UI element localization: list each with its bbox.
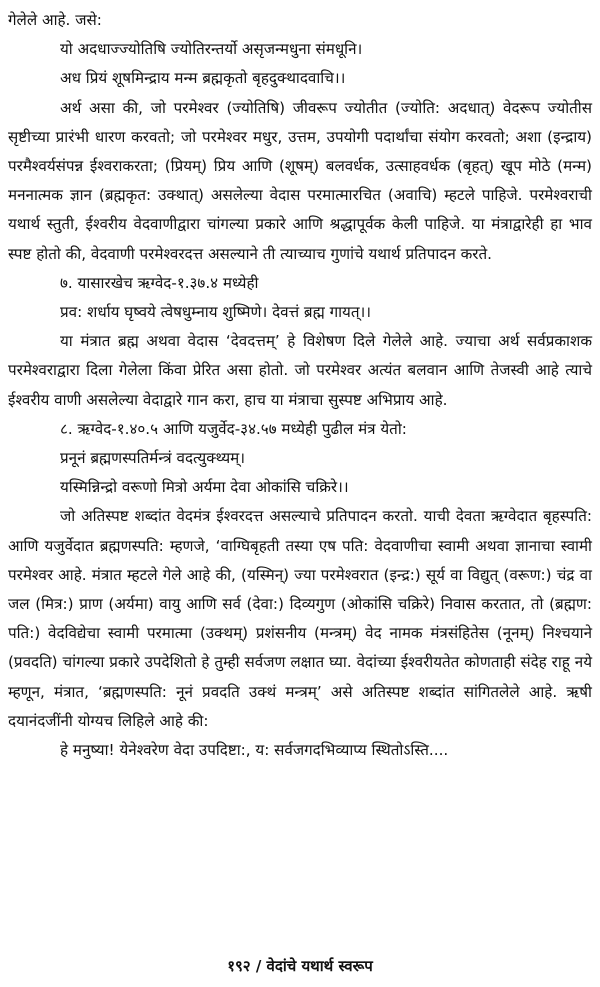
verse-line: हे मनुष्या! येनेश्वरेण वेदा उपदिष्टा:, य: सर्वजगदभिव्याप्य स्थितोऽस्ति.... <box>60 741 449 760</box>
paragraph: या मंत्रात ब्रह्म अथवा वेदास ‘देवदत्तम्’ हे विशेषण दिले गेलेले आहे. ज्याचा अर्थ सर्वप्रकाशक परमेश्वराद्वारा दिला गेलेला किंवा प्रेरित असा होतो. जो परमेश्वर अत्यंत बलवान आणि तेजस्वी आहे त्याचे ईश्वरीय वाणी असलेल्या वेदाद्वारे गान करा, हाच या मंत्राचा सुस्पष्ट अभिप्राय आहे. <box>8 332 592 409</box>
verse-line: यो अदधाज्ज्योतिषि ज्योतिरन्तर्यो असृजन्मधुना संमधूनि। <box>60 40 363 59</box>
verse-line: यस्मिन्निन्द्रो वरूणो मित्रो अर्यमा देवा ओकांसि चक्रिरे।। <box>60 478 349 497</box>
paragraph: अर्थ असा की, जो परमेश्वर (ज्योतिषि) जीवरूप ज्योतीत (ज्योति: अदधात्) वेदरूप ज्योतीस सृष्टीच्या प्रारंभी धारण करवतो; जो परमेश्वर मधुर, उत्तम, उपयोगी पदार्थांचा संयोग करवतो; अशा (इन्द्राय) परमैश्वर्यसंपन्न ईश्वराकरता; (प्रियम्) प्रिय आणि (शूषम्) बलवर्धक, उत्साहवर्धक (बृहत्) खूप मोठे (मन्म) मननात्मक ज्ञान (ब्रह्मकृत: उक्थात्) असलेल्या वेदास परमात्मारचित (अवाचि) म्हटले पाहिजे. परमेश्वराची यथार्थ स्तुती, ईश्वरीय वेदवाणीद्वारा चांगल्या प्रकारे आणि श्रद्धापूर्वक केली पाहिजे. या मंत्राद्वारेही हा भाव स्पष्ट होतो की, वेदवाणी परमेश्वरदत्त असल्याने ती त्याच्याच गुणांचे यथार्थ प्रतिपादन करते. <box>8 98 592 263</box>
verse-line: अध प्रियं शूषमिन्द्राय मन्म ब्रह्मकृतो बृहदुक्थादवाचि।। <box>60 69 346 88</box>
verse-line: ७. यासारखेच ऋग्वेद-१.३७.४ मध्येही <box>60 273 259 292</box>
paragraph: गेलेले आहे. जसे: <box>8 11 102 29</box>
verse-line: प्रनूनं ब्रह्मणस्पतिर्मन्त्रं वदत्युक्थ्यम्। <box>60 449 245 468</box>
page-footer: १९२ / वेदांचे यथार्थ स्वरूप <box>227 957 373 975</box>
verse-line: प्रव: शर्धाय घृष्वये त्वेषधुम्नाय शुष्मिणे। देवत्तं ब्रह्म गायत्।। <box>60 303 372 322</box>
verse-line: ८. ऋग्वेद-१.४०.५ आणि यजुर्वेद-३४.५७ मध्येही पुढील मंत्र येतो: <box>60 419 407 438</box>
page-body <box>8 6 592 765</box>
paragraph: जो अतिस्पष्ट शब्दांत वेदमंत्र ईश्वरदत्त असल्याचे प्रतिपादन करतो. याची देवता ऋग्वेदात बृहस्पति: आणि यजुर्वेदात ब्रह्मणस्पति: म्हणजे, ‘वाग्घिबृहती तस्या एष पति: वेदवाणीचा स्वामी अथवा ज्ञानाचा स्वामी परमेश्वर आहे. मंत्रात म्हटले गेले आहे की, (यस्मिन्) ज्या परमेश्वरात (इन्द्र:) सूर्य वा विद्युत् (वरूण:) चंद्र वा जल (मित्र:) प्राण (अर्यमा) वायु आणि सर्व (देवा:) दिव्यगुण (ओकांसि चक्रिरे) निवास करतात, तो (ब्रह्मण: पति:) वेदविद्येचा स्वामी परमात्मा (उक्थम्) प्रशंसनीय (मन्त्रम्) वेद नामक मंत्रसंहितेस (नूनम्) निश्चयाने (प्रवदति) चांगल्या प्रकारे उपदेशितो हे तुम्ही सर्वजण लक्षात घ्या. वेदांच्या ईश्वरीयतेत कोणताही संदेह राहू नये म्हणून, मंत्रात, ‘ब्रह्मणस्पति: नूनं प्रवदति उक्थं मन्त्रम्’ असे अतिस्पष्ट शब्दांत सांगितलेले आहे. ऋषी दयानंदजींनी योग्यच लिहिले आहे की: <box>8 507 592 730</box>
